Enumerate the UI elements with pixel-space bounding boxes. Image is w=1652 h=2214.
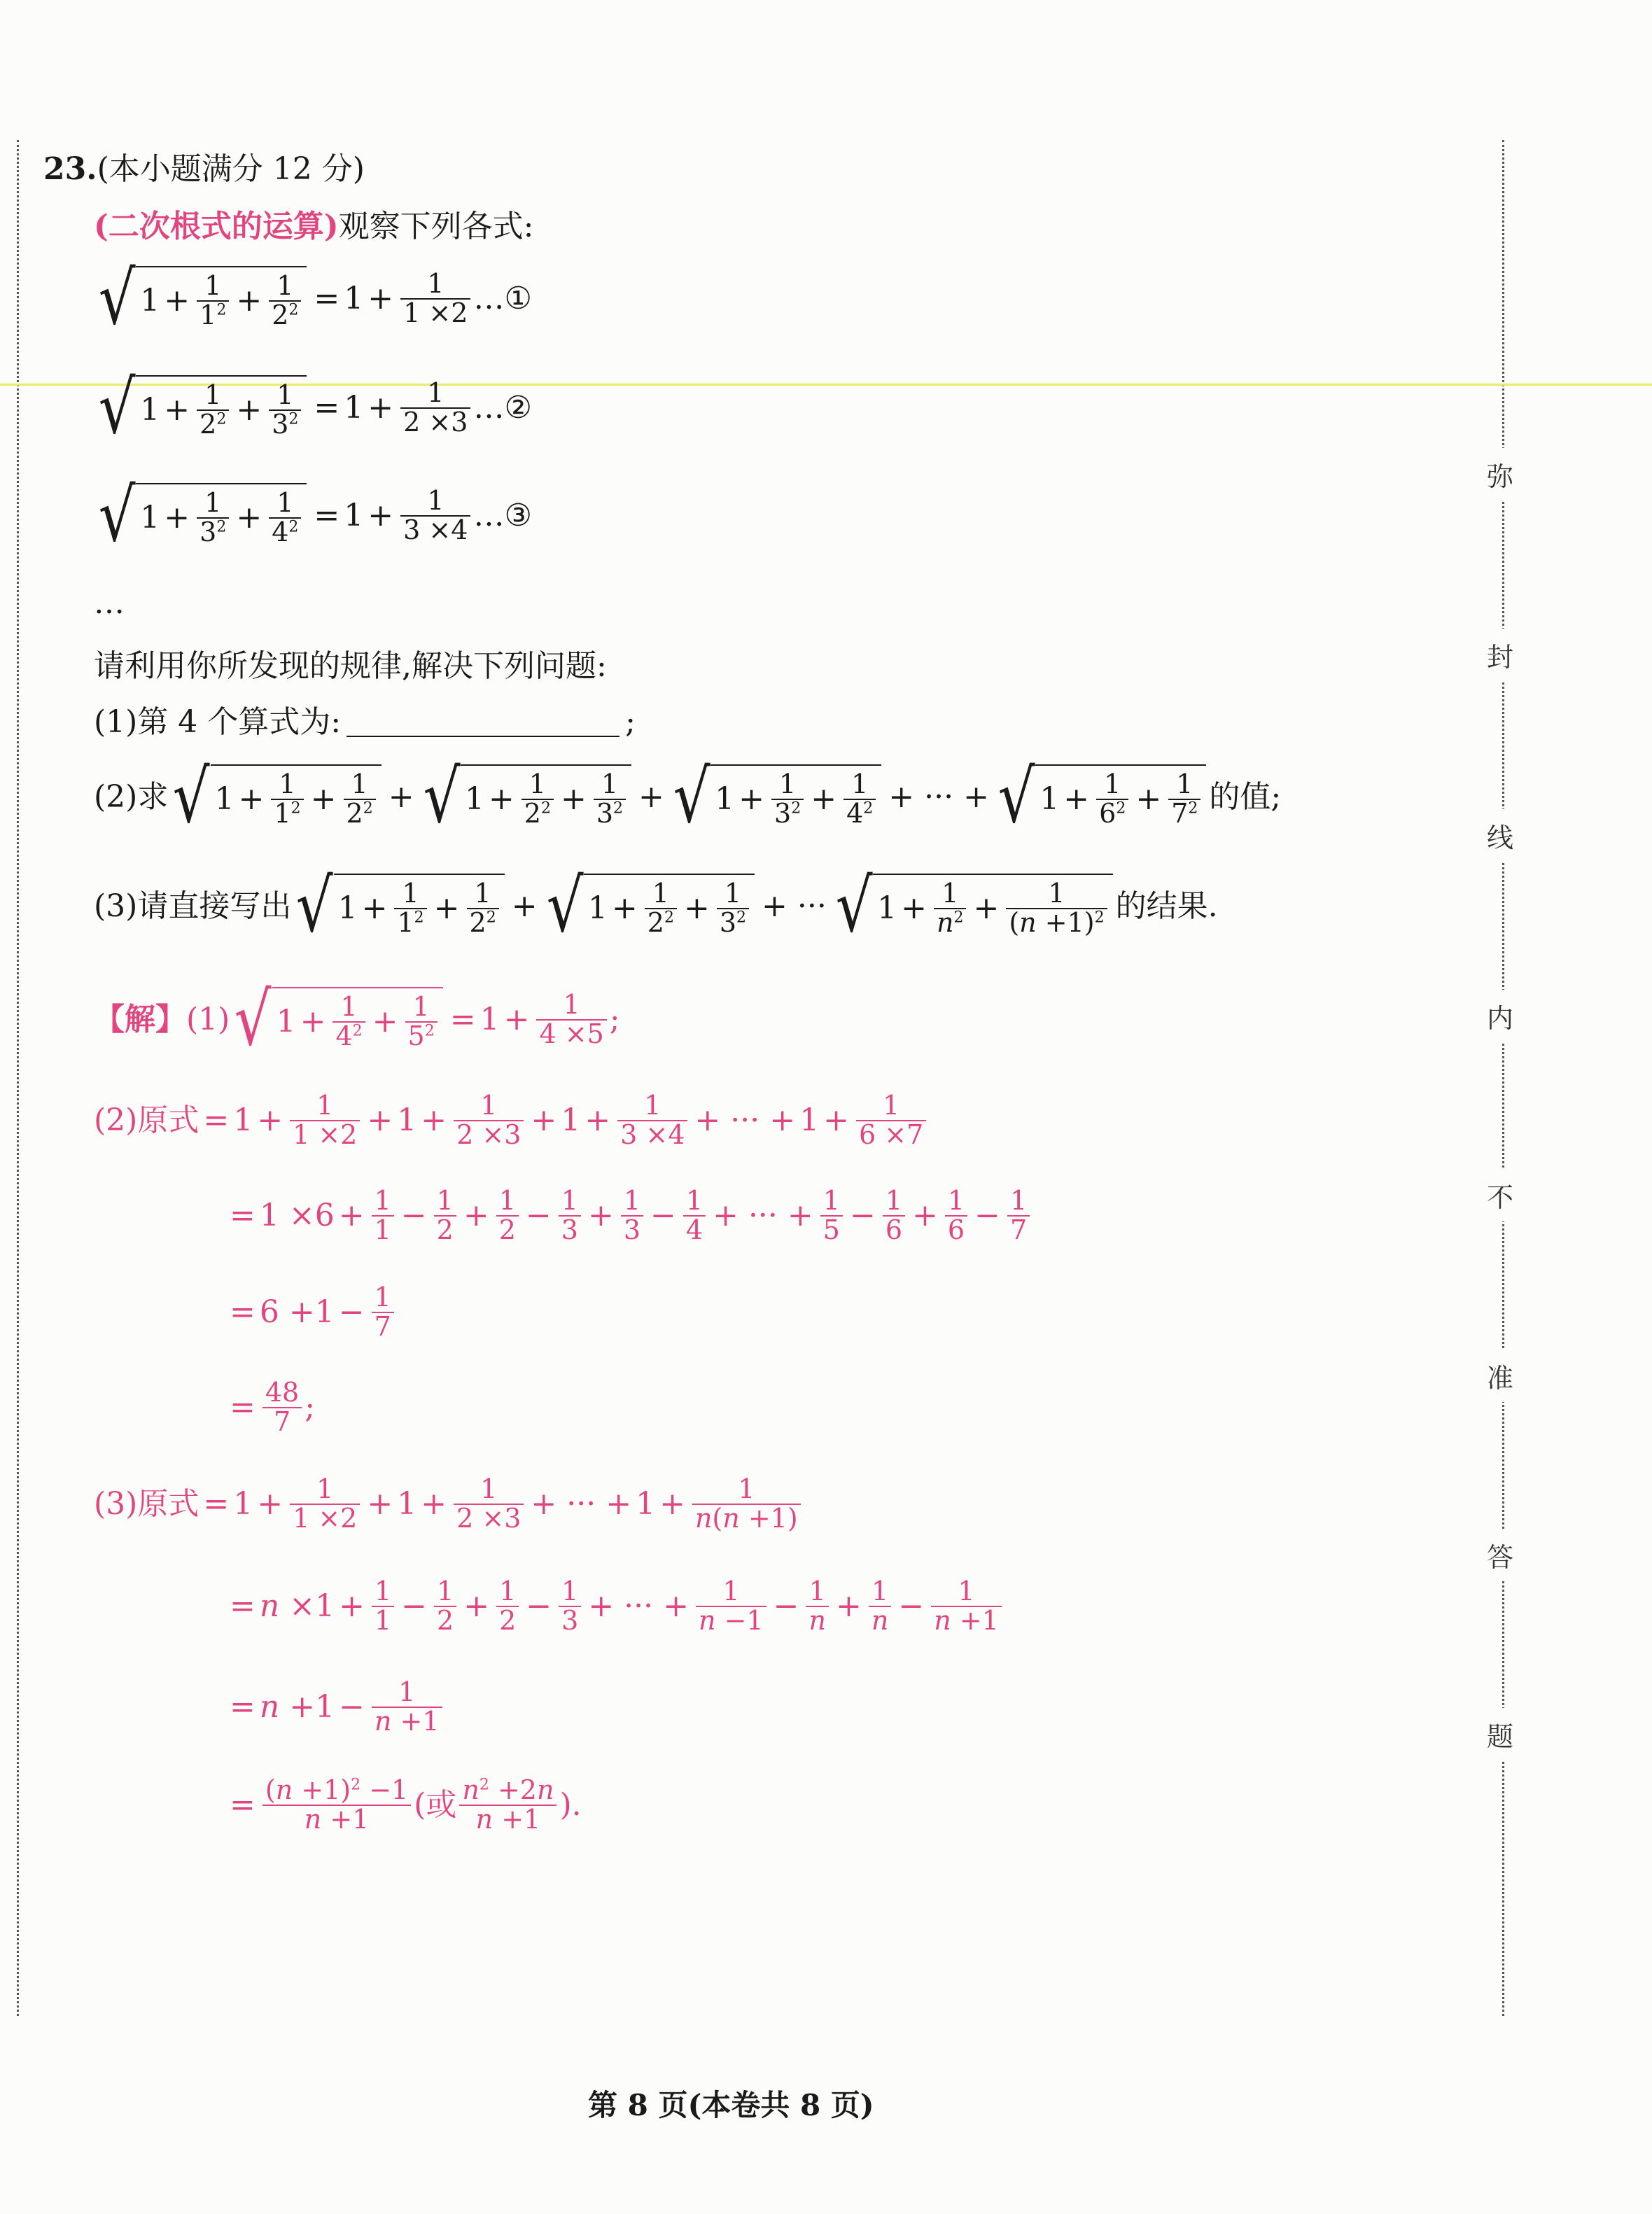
topic-tag: (二次根式的运算) bbox=[94, 209, 339, 244]
formula-3: √ 1 + $\frac{1}{3^2}$ + $\frac{1}{4^2}$ = 1 + $\frac{1}{3 \times 4}$ … ③ bbox=[98, 472, 532, 558]
formula-label: ① bbox=[504, 280, 532, 316]
question-header bbox=[43, 151, 365, 187]
part-2: (2)求 √ 1 + $\frac{1}{1^2}$ + $\frac{1}{2^2}$ + √ 1 + $\frac{1}{2^2}$ + $\frac{1}{3^2}$ + √ 1 + $\frac{1}{3^2}$ + $\frac{1}{4^2}$ + ··· + √ 1 + $\frac{1}{6^2}$ + $\frac{1}{7^2}$ 的值; bbox=[94, 754, 1282, 839]
part-1 bbox=[94, 704, 636, 740]
formula-1: √ 1 + $\frac{1}{1^2}$ + $\frac{1}{2^2}$ = 1 + $\frac{1}{1 \times 2}$ … ① bbox=[98, 255, 532, 341]
formula-label: ② bbox=[504, 389, 532, 426]
part-2-text: (2)求 bbox=[94, 778, 169, 815]
result-numerator: 48 bbox=[265, 1377, 300, 1408]
answer-blank bbox=[346, 708, 620, 737]
solution-3-line-4: = $\frac{(n +1)^2 -1}{n +1}$ (或 $\frac{n^2 +2n}{n +1}$ ). bbox=[230, 1774, 582, 1835]
part-3-suffix: 的结果. bbox=[1115, 888, 1218, 924]
margin-char: 线 bbox=[1487, 809, 1513, 862]
margin-char: 答 bbox=[1487, 1529, 1513, 1581]
solution-3-line-3: = n +1 − $\frac{1}{n +1}$ bbox=[225, 1679, 445, 1736]
solution-3-line-1: (3)原式 = 1 + $\frac{1}{1 \times 2}$ + 1 + $\frac{1}{2 \times 3}$ + ··· + 1 + $\frac{1}{n(n +1)}$ bbox=[94, 1476, 804, 1533]
solution-part-2: (2)原式 bbox=[94, 1102, 200, 1138]
solution-part-1: (1) bbox=[186, 1001, 230, 1037]
solution-3-line-2: = n ×1 + $\frac{1}{1}$ − $\frac{1}{2}$ + $\frac{1}{2}$ − $\frac{1}{3}$ + ··· + $\frac{1}{n -1}$ − $\frac{1}{n}$ + $\frac{1}{n}$ − $\frac{1}{n +1}$ bbox=[225, 1578, 1004, 1635]
score-note: (本小题满分 12 分) bbox=[97, 151, 365, 187]
margin-char: 准 bbox=[1487, 1350, 1513, 1402]
part-3: (3)请直接写出 √ 1 + $\frac{1}{1^2}$ + $\frac{1}{2^2}$ + √ 1 + $\frac{1}{2^2}$ + $\frac{1}{3^2}$ + ··· √ 1 + $\frac{1}{n^2}$ + $\frac{1}{(n +1)^2}$ 的结果. bbox=[94, 863, 1218, 948]
solution-2-line-3: = 6 +1 − $\frac{1}{7}$ bbox=[225, 1284, 397, 1341]
solution-label: 【解】 bbox=[94, 1001, 186, 1037]
instruction: 请利用你所发现的规律,解决下列问题: bbox=[94, 648, 607, 684]
formula-2: √ 1 + $\frac{1}{2^2}$ + $\frac{1}{3^2}$ = 1 + $\frac{1}{2 \times 3}$ … ② bbox=[98, 365, 532, 450]
left-binding-line bbox=[17, 140, 19, 2016]
topic-line bbox=[94, 211, 533, 242]
question-number: 23. bbox=[43, 151, 97, 187]
solution-2-line-1: (2)原式 = 1 + $\frac{1}{1 \times 2}$ + 1 + $\frac{1}{2 \times 3}$ + 1 + $\frac{1}{3 \times 4}$ + ··· + 1 + $\frac{1}{6 \times 7}$ bbox=[94, 1092, 929, 1149]
part-2-suffix: 的值; bbox=[1209, 778, 1282, 815]
solution-2-line-4: = $\frac{48}{7}$ ; bbox=[230, 1377, 316, 1437]
margin-char: 题 bbox=[1487, 1708, 1513, 1760]
result-denominator: 7 bbox=[273, 1406, 291, 1437]
margin-char: 弥 bbox=[1487, 448, 1513, 500]
part-1-text: (1)第 4 个算式为: bbox=[94, 704, 342, 740]
formula-label: ③ bbox=[504, 497, 532, 533]
prompt-text: 观察下列各式: bbox=[338, 209, 534, 244]
margin-char: 内 bbox=[1487, 990, 1513, 1042]
margin-char: 不 bbox=[1487, 1169, 1513, 1221]
ellipsis: … bbox=[94, 585, 125, 621]
margin-char: 封 bbox=[1487, 629, 1513, 681]
solution-2-line-2: = 1 ×6 + $\frac{1}{1}$ − $\frac{1}{2}$ + $\frac{1}{2}$ − $\frac{1}{3}$ + $\frac{1}{3}$ − $\frac{1}{4}$ + ··· + $\frac{1}{5}$ − $\frac{1}{6}$ + $\frac{1}{6}$ − $\frac{1}{7}$ bbox=[225, 1187, 1032, 1245]
solution-part-3: (3)原式 bbox=[94, 1485, 200, 1522]
part-3-text: (3)请直接写出 bbox=[94, 888, 292, 924]
solution-1: 【解】 (1) √ 1 + $\frac{1}{4^2}$ + $\frac{1}{5^2}$ = 1 + $\frac{1}{4 \times 5}$ ; bbox=[94, 976, 620, 1062]
page-footer: 第 8 页(本卷共 8 页) bbox=[588, 2088, 874, 2122]
part-1-suffix: ; bbox=[625, 704, 636, 740]
